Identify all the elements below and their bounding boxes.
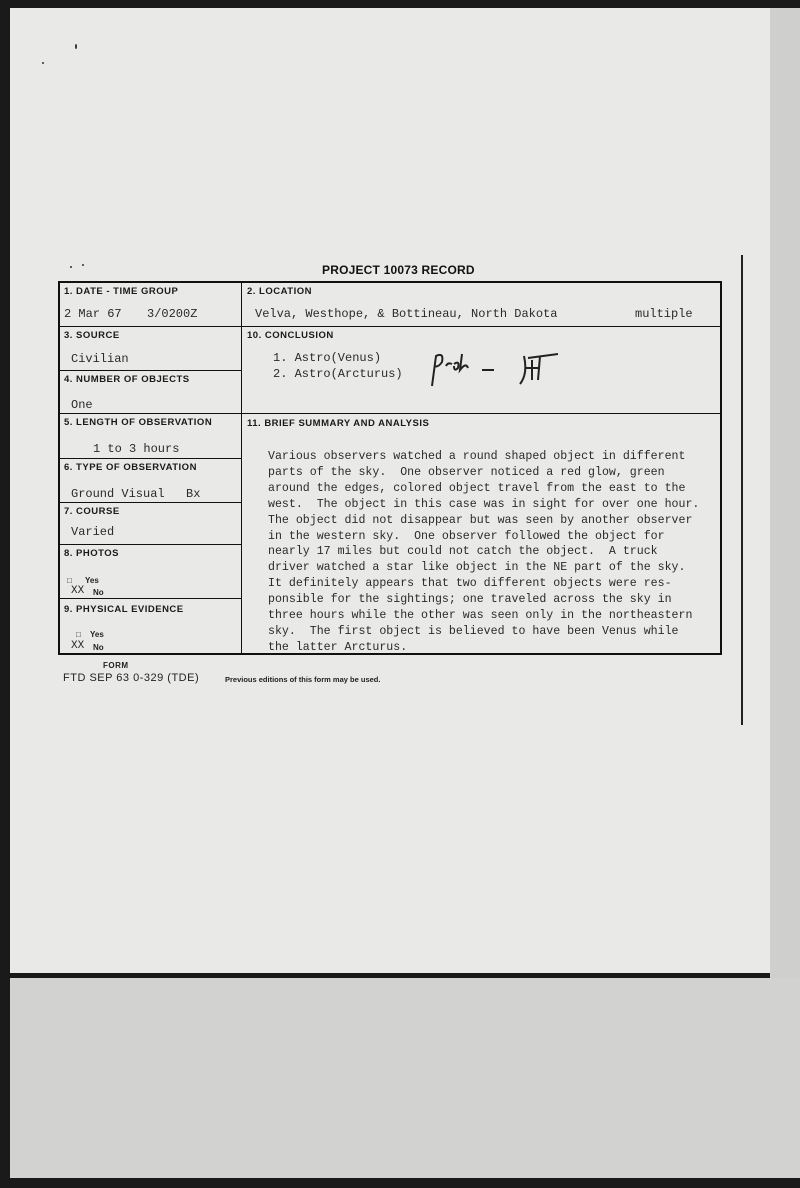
photos-yes-label: Yes: [85, 576, 99, 585]
underlying-sheet: [10, 978, 800, 1178]
handwritten-annotation: [428, 350, 568, 395]
evidence-yes-box: □: [76, 630, 81, 639]
summary-text: Various observers watched a round shaped object in different parts of the sky. One observer noticed a red glow, green around the edges, colored object travel from the east to the west. The object in this case was in sight for over one hour. The object did not disappear but was seen by another observer in the western sky. One observer followed the object for nearly 17 miles but could not catch the object. A truck driver watched a star like object in the NE part of the sky. It definitely appears that two different objects were res- ponsible for the sightings; one traveled across the sky in three hours while the other was seen only in the northeastern sky. The first object is believed to have been Venus while the latter Arcturus.: [268, 450, 700, 654]
conclusion-label: 10. CONCLUSION: [247, 330, 334, 341]
location-note: multiple: [635, 307, 693, 321]
margin-rule: [741, 255, 743, 725]
photos-label: 8. PHOTOS: [64, 548, 120, 559]
cell-length-of-observation: [60, 413, 241, 458]
type-label: 6. TYPE OF OBSERVATION: [64, 462, 197, 473]
speck: [42, 62, 44, 64]
footer-note: Previous editions of this form may be used.: [225, 675, 381, 684]
page-edge-right: [770, 8, 800, 978]
time-value: 3/0200Z: [147, 307, 198, 321]
footer-form-word: FORM: [103, 661, 129, 670]
course-value: Varied: [71, 525, 115, 539]
date-time-label: 1. DATE - TIME GROUP: [64, 286, 179, 297]
record-form: [58, 281, 722, 655]
type-value: Ground Visual: [71, 487, 165, 501]
cell-number-of-objects: [60, 370, 241, 413]
physical-evidence-label: 9. PHYSICAL EVIDENCE: [64, 604, 184, 615]
speck: [70, 266, 72, 268]
record-title: PROJECT 10073 RECORD: [322, 263, 475, 277]
cell-date-time: [60, 283, 241, 326]
location-value: Velva, Westhope, & Bottineau, North Dakota: [255, 307, 558, 321]
source-label: 3. SOURCE: [64, 330, 120, 341]
summary-label: 11. BRIEF SUMMARY AND ANALYSIS: [247, 418, 430, 429]
location-label: 2. LOCATION: [247, 286, 312, 297]
date-value: 2 Mar 67: [64, 307, 122, 321]
cell-type-of-observation: [60, 458, 241, 502]
photos-mark: XX: [71, 585, 85, 597]
photos-yes-box: □: [67, 576, 72, 585]
conclusion-item-2: 2. Astro(Arcturus): [273, 367, 403, 381]
length-label: 5. LENGTH OF OBSERVATION: [64, 417, 213, 428]
evidence-no-label: No: [93, 643, 104, 652]
course-label: 7. COURSE: [64, 506, 120, 517]
type-note: Bx: [186, 487, 201, 501]
number-of-objects-value: One: [71, 398, 93, 412]
footer-form-number: FTD SEP 63 0-329 (TDE): [63, 672, 200, 684]
evidence-mark: XX: [71, 640, 85, 652]
speck: [75, 44, 77, 49]
number-of-objects-label: 4. NUMBER OF OBJECTS: [64, 374, 190, 385]
cell-location: [241, 283, 720, 326]
cell-photos: [60, 544, 241, 598]
source-value: Civilian: [71, 352, 129, 366]
speck: [82, 264, 84, 266]
evidence-yes-label: Yes: [90, 630, 104, 639]
cell-physical-evidence: [60, 598, 241, 653]
handwriting-graphic: [428, 350, 568, 390]
cell-source: [60, 326, 241, 370]
length-value: 1 to 3 hours: [93, 442, 180, 456]
cell-course: [60, 502, 241, 544]
conclusion-item-1: 1. Astro(Venus): [273, 351, 382, 365]
photos-no-label: No: [93, 588, 104, 597]
